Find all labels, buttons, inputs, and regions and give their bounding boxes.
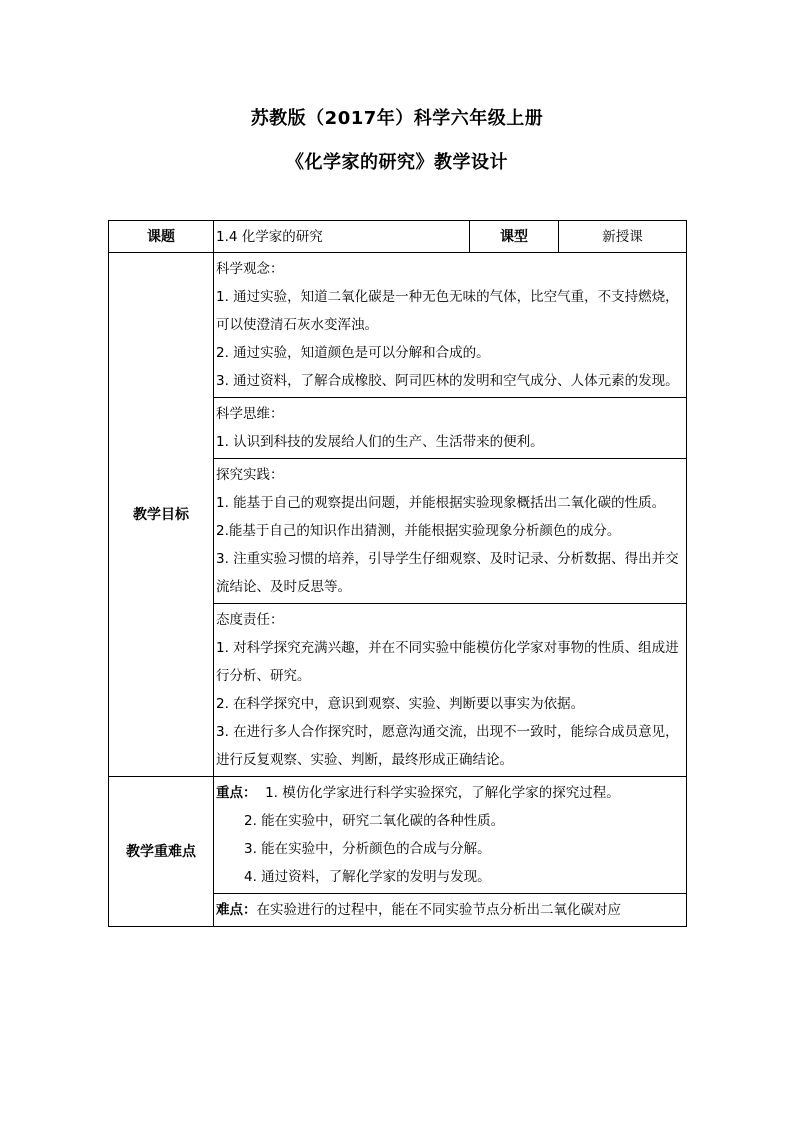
list-item [216,896,686,924]
list-item: 2. 通过实验，知道颜色是可以分解和合成的。 [216,345,490,361]
section-heading: 态度责任： [216,612,284,628]
document-title-line-1: 苏教版（2017年）科学六年级上册 [250,108,544,129]
topic-label: 课题 [109,221,214,253]
list-item: 1. 通过实验，知道二氧化碳是一种无色无味的气体，比空气重，不支持燃烧，可以使澄清石灰水变浑浊。 [216,289,679,333]
lesson-type-label: 课型 [470,221,559,253]
difficult-points-heading: 难点： [216,902,257,918]
list-item: 3. 在进行多人合作探究时，愿意沟通交流，出现不一致时，能综合成员意见，进行反复观察、实验、判断，最终形成正确结论。 [216,724,679,768]
table-row-objective-concept [109,253,687,398]
list-item: 1. 能基于自己的观察提出问题，并能根据实验现象概括出二氧化碳的性质。 [216,495,666,511]
section-heading: 探究实践： [216,467,284,483]
list-item: 2. 在科学探究中，意识到观察、实验、判断要以事实为依据。 [216,696,585,712]
list-item: 4. 通过资料，了解化学家的发明与发现。 [244,869,491,885]
difficult-point-text: 在实验进行的过程中，能在不同实验节点分析出二氧化碳对应 [256,902,621,918]
topic-value: 1.4 化学家的研究 [214,221,470,253]
difficult-points-cell [214,894,687,927]
section-heading: 科学观念： [216,261,284,277]
key-point-text: 1. 模仿化学家进行科学实验探究，了解化学家的探究过程。 [265,785,620,801]
table-row-key-points [109,777,687,894]
table-row-topic [109,221,687,253]
key-points-heading: 重点： [216,785,257,801]
list-item: 3. 通过资料，了解合成橡胶、阿司匹林的发明和空气成分、人体元素的发现。 [216,373,679,389]
key-points-label: 教学重难点 [109,777,214,927]
document-title-line-2: 《化学家的研究》教学设计 [286,152,508,173]
list-item: 1. 对科学探究充满兴趣，并在不同实验中能模仿化学家对事物的性质、组成进行分析、研究。 [216,640,679,684]
list-item: 2.能基于自己的知识作出猜测，并能根据实验现象分析颜色的成分。 [216,523,621,539]
objective-section-attitude [214,604,687,777]
list-item: 3. 注重实验习惯的培养，引导学生仔细观察、及时记录、分析数据、得出并交流结论、及时反思等。 [216,551,679,595]
section-heading: 科学思维： [216,406,284,422]
list-item: 3. 能在实验中，分析颜色的合成与分解。 [244,841,491,857]
objectives-label: 教学目标 [109,253,214,777]
list-item: 1. 认识到科技的发展给人们的生产、生活带来的便利。 [216,434,544,450]
objective-section-concept [214,253,687,398]
list-item [216,779,686,807]
objective-section-thinking [214,398,687,459]
objective-section-practice [214,459,687,604]
list-item: 2. 能在实验中，研究二氧化碳的各种性质。 [244,813,505,829]
key-points-cell [214,777,687,894]
lesson-type-value: 新授课 [559,221,687,253]
lesson-plan-table [108,220,687,927]
